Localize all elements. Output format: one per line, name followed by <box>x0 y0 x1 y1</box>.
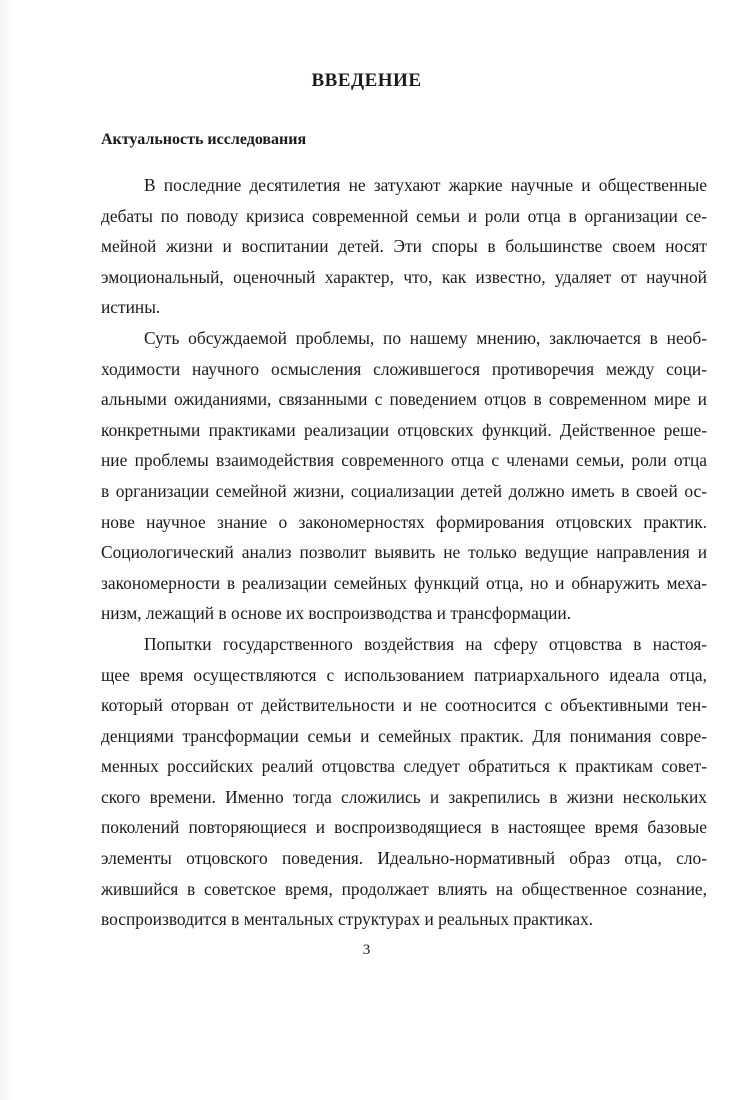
paragraph-1 <box>101 170 707 323</box>
text-line: жившийся в советское время, продолжает влиять на общественное сознание, <box>101 878 707 899</box>
text-line: менных российских реалий отцовства следует обратиться к практикам совет- <box>101 756 707 777</box>
text-line: щее время осуществляются с использованием патриархального идеала отца, <box>101 664 707 685</box>
text-line: Суть обсуждаемой проблемы, по нашему мнению, заключается в необ- <box>144 327 707 348</box>
text-line: мейной жизни и воспитании детей. Эти споры в большинстве своем носят <box>101 236 707 257</box>
text-line: денциями трансформации семьи и семейных практик. Для понимания совре- <box>101 725 707 746</box>
text-line: ского времени. Именно тогда сложились и закрепились в жизни нескольких <box>101 786 707 807</box>
paragraph-2 <box>101 323 707 629</box>
text-line: воспроизводится в ментальных структурах и реальных практиках. <box>101 909 594 930</box>
page-number: 3 <box>362 942 371 958</box>
text-line: нове научное знание о закономерностях формирования отцовских практик. <box>101 511 707 532</box>
body-text <box>101 170 707 935</box>
page-title: ВВЕДЕНИЕ <box>311 70 422 91</box>
text-line: конкретными практиками реализации отцовских функций. Действенное реше- <box>101 419 707 440</box>
scan-edge-shadow <box>0 0 14 1100</box>
text-line: в организации семейной жизни, социализации детей должно иметь в своей ос- <box>101 480 707 501</box>
text-line: ние проблемы взаимодействия современного отца с членами семьи, роли отца <box>101 450 707 471</box>
paragraph-3 <box>101 629 707 935</box>
text-line: В последние десятилетия не затухают жаркие научные и общественные <box>144 175 707 195</box>
text-line: закономерности в реализации семейных функций отца, но и обнаружить меха- <box>101 572 707 593</box>
section-heading: Актуальность исследования <box>101 131 307 148</box>
text-line: элементы отцовского поведения. Идеально-нормативный образ отца, сло- <box>101 848 707 869</box>
text-line: Социологический анализ позволит выявить не только ведущие направления и <box>101 542 707 563</box>
text-line: истины. <box>101 297 161 318</box>
text-line: который оторван от действительности и не соотносится с объективными тен- <box>101 695 707 716</box>
text-line: поколений повторяющиеся и воспроизводящиеся в настоящее время базовые <box>101 817 707 838</box>
text-line: низм, лежащий в основе их воспроизводства и трансформации. <box>101 603 572 624</box>
text-line: Попытки государственного воздействия на сферу отцовства в настоя- <box>144 633 707 654</box>
text-line: ходимости научного осмысления сложившегося противоречия между соци- <box>101 358 707 379</box>
text-line: дебаты по поводу кризиса современной семьи и роли отца в организации се- <box>101 205 707 226</box>
text-line: альными ожиданиями, связанными с поведением отцов в современном мире и <box>101 389 707 410</box>
text-line: эмоциональный, оценочный характер, что, как известно, удаляет от научной <box>101 266 707 287</box>
